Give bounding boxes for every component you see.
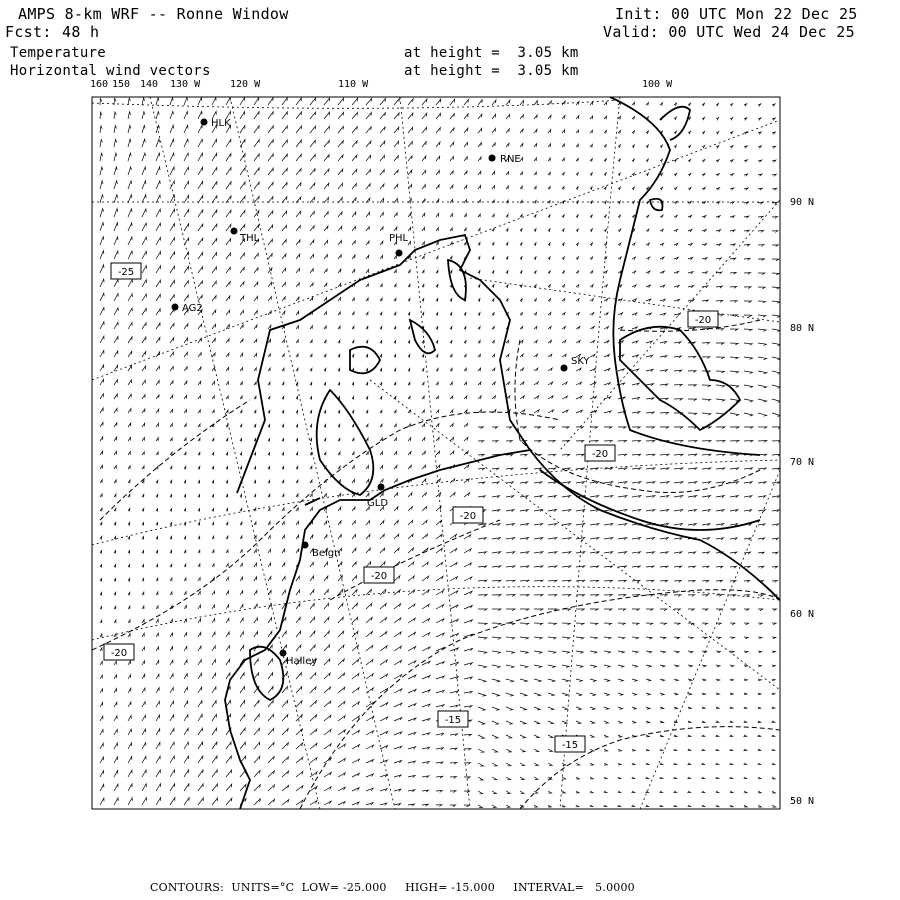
lon-tick-140: 140: [140, 79, 159, 90]
svg-text:-15: -15: [561, 740, 579, 751]
station-sky: [561, 356, 591, 372]
lat-label-60n: 60 N: [790, 609, 815, 620]
station-halley: [280, 650, 318, 668]
lon-tick-150: 150: [112, 79, 131, 90]
station-markers: [172, 118, 591, 667]
svg-text:-20: -20: [591, 449, 609, 460]
field-temperature: Temperature: [10, 45, 107, 61]
lon-tick-120w: 120 W: [230, 79, 261, 90]
station-belgn: [302, 542, 341, 560]
station-label-ag2: AG2: [182, 303, 203, 314]
svg-text:-25: -25: [117, 267, 135, 278]
svg-text:-20: -20: [110, 648, 128, 659]
station-hlk: [201, 118, 232, 129]
contour-label-3: [585, 445, 615, 461]
map-title: AMPS 8-km WRF -- Ronne Window: [18, 5, 289, 23]
lat-label-70n: 70 N: [790, 457, 815, 468]
station-rne: [489, 154, 521, 165]
temperature-contours: [92, 320, 780, 809]
lon-tick-160: 160: [90, 79, 109, 90]
svg-text:-15: -15: [444, 715, 462, 726]
lat-label-80n: 80 N: [790, 323, 815, 334]
station-label-halley: Halley: [286, 656, 318, 667]
lon-tick-100w: 100 W: [642, 79, 673, 90]
contour-label-4: [453, 507, 483, 523]
contour-label-5: [364, 567, 394, 583]
lat-label-90n: 90 N: [790, 197, 815, 208]
valid-time: Valid: 00 UTC Wed 24 Dec 25: [603, 23, 855, 41]
wind-vector-field: [100, 98, 781, 808]
contour-label-8: [555, 736, 585, 752]
forecast-hours: 48 h: [62, 23, 100, 41]
svg-text:-20: -20: [694, 315, 712, 326]
field-wind-vectors: Horizontal wind vectors: [10, 63, 211, 79]
contour-label-1: [111, 263, 141, 279]
station-label-hlk: HLK: [211, 118, 231, 129]
coastline: [225, 97, 780, 809]
map-frame: [92, 97, 780, 809]
station-thl: [231, 228, 260, 245]
contour-label-2: [688, 311, 718, 327]
station-phl: [389, 233, 409, 257]
svg-text:-20: -20: [370, 571, 388, 582]
contour-label-6: [104, 644, 134, 660]
station-ag2: [172, 303, 203, 314]
station-label-phl: PHL: [389, 233, 409, 244]
contour-info-footer: CONTOURS: UNITS=°C LOW= -25.000 HIGH= -15.000 INTERVAL= 5.0000: [150, 881, 635, 894]
station-label-rne: RNE: [500, 154, 521, 165]
graticule: [92, 97, 780, 809]
svg-text:-20: -20: [459, 511, 477, 522]
lat-label-50n: 50 N: [790, 796, 815, 807]
station-label-belgn: Belgn: [312, 548, 341, 559]
station-gld: [367, 484, 388, 510]
station-label-gld: GLD: [367, 498, 389, 509]
init-time: Init: 00 UTC Mon 22 Dec 25: [615, 5, 858, 23]
height-temperature: at height = 3.05 km: [404, 45, 579, 61]
forecast-label: Fcst:: [5, 23, 52, 41]
station-label-thl: THL: [240, 233, 260, 244]
station-label-sky: SKY: [571, 356, 590, 367]
lon-tick-130w: 130 W: [170, 79, 201, 90]
contour-label-7: [438, 711, 468, 727]
lon-tick-110w: 110 W: [338, 79, 369, 90]
height-wind: at height = 3.05 km: [404, 63, 579, 79]
